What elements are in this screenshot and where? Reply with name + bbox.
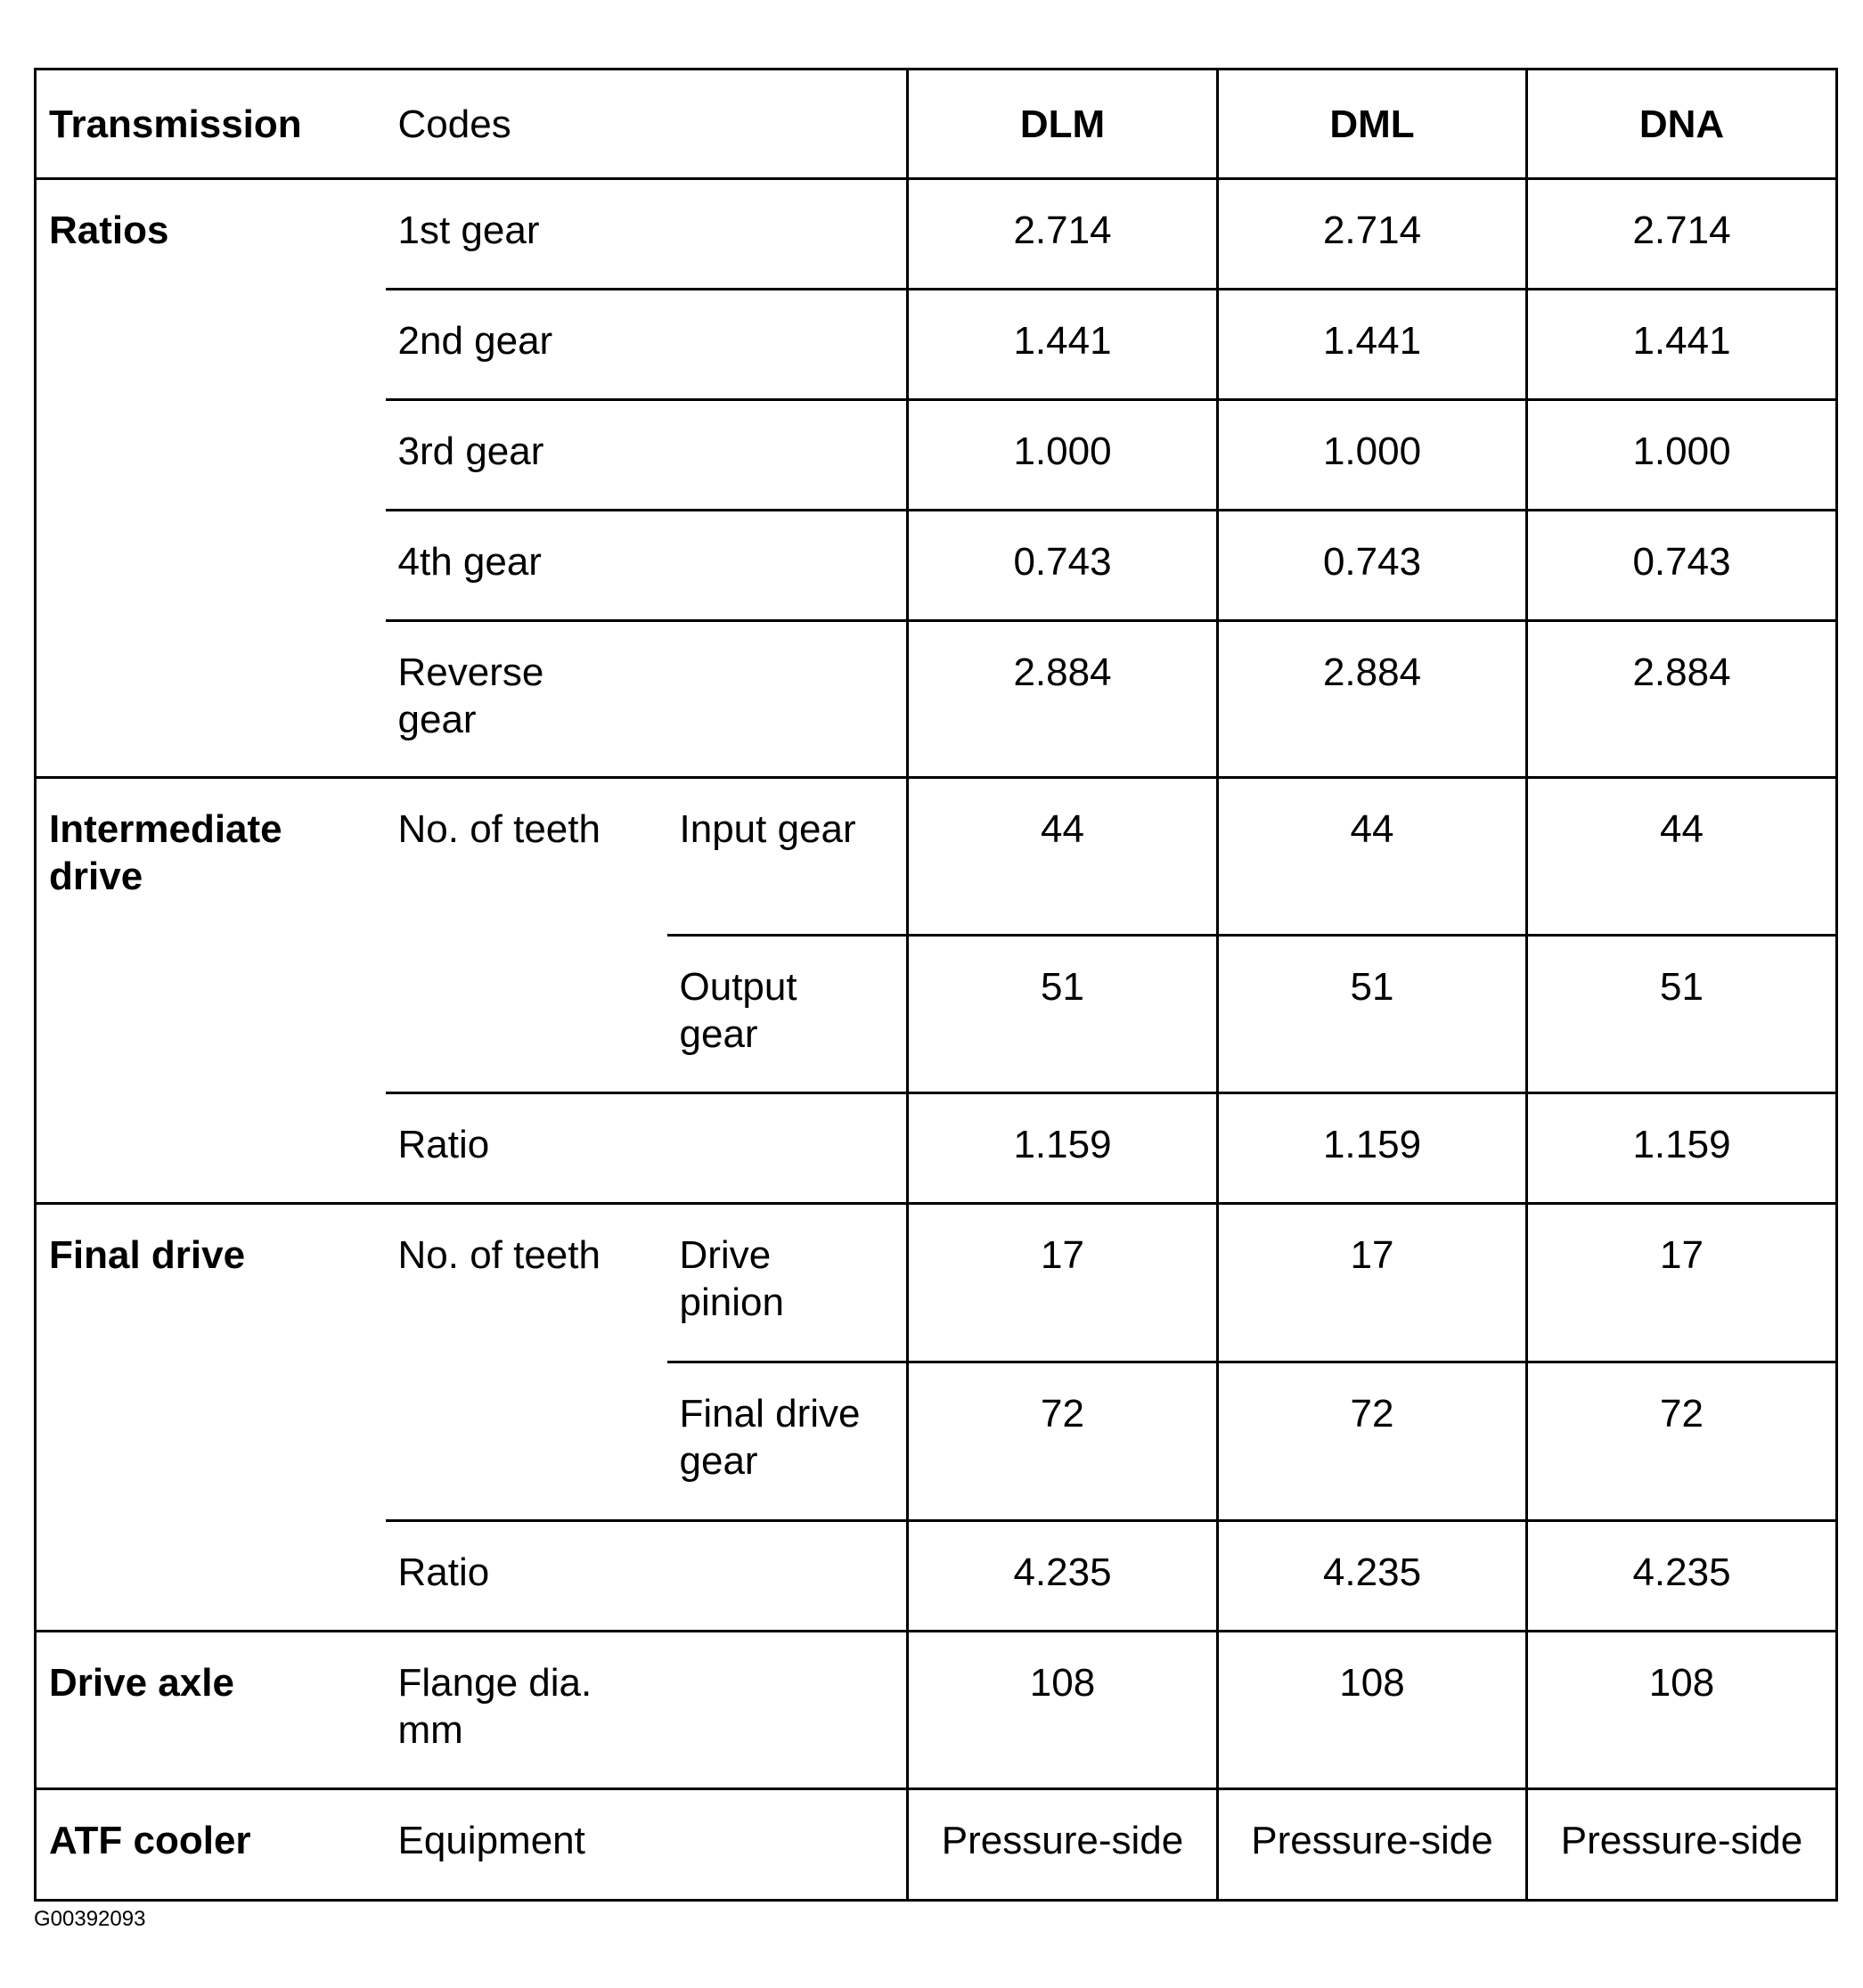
drive-pinion-label: Drive pinion [679,1233,784,1324]
value-cell: 72 [1218,1362,1527,1521]
value-cell: 4.235 [1527,1521,1837,1632]
value-cell: 1.159 [1527,1093,1837,1204]
value-cell: Pressure-side [1218,1789,1527,1901]
header-row [36,70,1837,179]
header-code-dlm: DLM [908,70,1218,179]
header-transmission: Transmission [49,102,302,146]
value-cell: Pressure-side [1527,1789,1837,1901]
value-cell: 1.000 [1527,400,1837,511]
gear-label: 3rd gear [386,400,908,511]
header-codes: Codes [397,102,511,146]
final-drive-label: Final drive [36,1204,386,1632]
value-cell: 2.714 [1527,179,1837,290]
value-cell: 1.159 [908,1093,1218,1204]
value-cell: 108 [1527,1632,1837,1789]
value-cell: 0.743 [1218,511,1527,621]
value-cell: 1.159 [1218,1093,1527,1204]
value-cell: 1.441 [1218,290,1527,400]
value-cell: 72 [1527,1362,1837,1521]
value-cell: 2.714 [908,179,1218,290]
intermediate-drive-label: Intermediate drive [49,807,282,898]
intermediate-input-row [36,778,1837,936]
value-cell: Pressure-side [908,1789,1218,1901]
value-cell: 2.884 [1527,621,1837,778]
atf-cooler-row [36,1789,1837,1901]
drive-axle-row [36,1632,1837,1789]
value-cell: 51 [1218,936,1527,1093]
value-cell: 0.743 [1527,511,1837,621]
value-cell: 4.235 [908,1521,1218,1632]
ratio-label: Ratio [386,1521,908,1632]
ratios-label: Ratios [36,179,386,778]
value-cell: 108 [908,1632,1218,1789]
value-cell: 108 [1218,1632,1527,1789]
value-cell: 17 [1218,1204,1527,1362]
transmission-spec-table [34,68,1838,1902]
value-cell: 2.884 [908,621,1218,778]
final-pinion-row [36,1204,1837,1362]
value-cell: 51 [1527,936,1837,1093]
gear-label: 1st gear [386,179,908,290]
gear-label: Reverse gear [397,650,544,741]
output-gear-label: Output gear [679,965,797,1056]
header-code-dna: DNA [1527,70,1837,179]
gear-label: 2nd gear [386,290,908,400]
input-gear-label: Input gear [667,778,908,936]
value-cell: 44 [1218,778,1527,936]
value-cell: 44 [908,778,1218,936]
value-cell: 1.441 [1527,290,1837,400]
value-cell: 4.235 [1218,1521,1527,1632]
value-cell: 1.000 [908,400,1218,511]
value-cell: 51 [908,936,1218,1093]
value-cell: 72 [908,1362,1218,1521]
equipment-label: Equipment [386,1789,908,1901]
value-cell: 1.000 [1218,400,1527,511]
teeth-label: No. of teeth [386,778,667,1093]
gear-label: 4th gear [386,511,908,621]
value-cell: 1.441 [908,290,1218,400]
value-cell: 2.884 [1218,621,1527,778]
figure-code: G00392093 [34,1907,146,1931]
value-cell: 17 [908,1204,1218,1362]
final-drive-gear-label: Final drive gear [679,1392,861,1483]
value-cell: 44 [1527,778,1837,936]
atf-cooler-label: ATF cooler [36,1789,386,1901]
teeth-label: No. of teeth [386,1204,667,1521]
value-cell: 2.714 [1218,179,1527,290]
value-cell: 0.743 [908,511,1218,621]
ratio-label: Ratio [386,1093,908,1204]
header-code-dml: DML [1218,70,1527,179]
flange-label: Flange dia. mm [397,1661,592,1752]
drive-axle-label: Drive axle [36,1632,386,1789]
value-cell: 17 [1527,1204,1837,1362]
ratio-row-1st [36,179,1837,290]
